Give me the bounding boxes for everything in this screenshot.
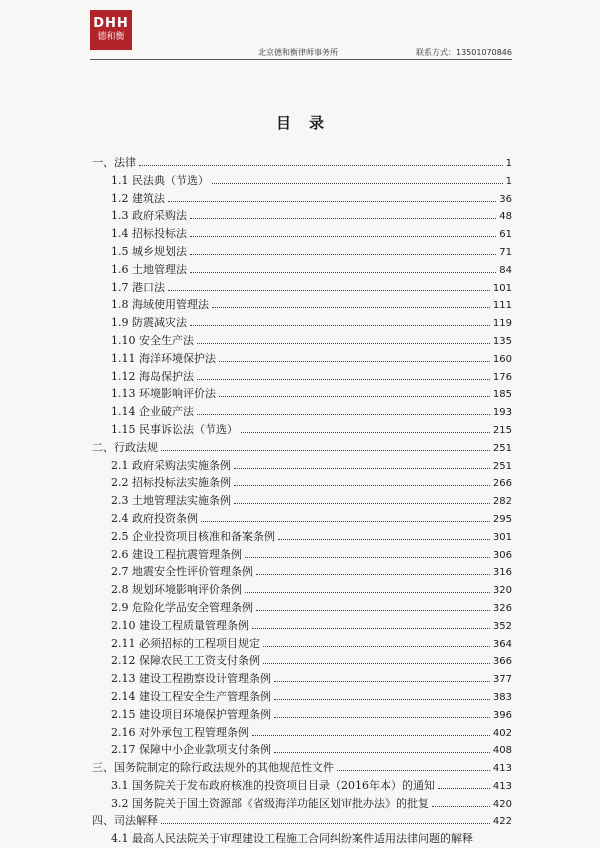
toc-entry-row[interactable] <box>92 830 512 848</box>
toc-entry-row[interactable] <box>92 350 512 368</box>
toc-leader-dots <box>252 726 490 736</box>
toc-entry-row[interactable] <box>92 652 512 670</box>
toc-leader-dots <box>190 245 496 255</box>
toc-entry-title: 2.7 地震安全性评价管理条例 <box>111 565 253 579</box>
toc-entry-title: 二、行政法规 <box>92 440 158 454</box>
toc-entry-title: 2.3 土地管理法实施条例 <box>111 494 231 508</box>
toc-leader-dots <box>256 601 490 611</box>
toc-page-number: 408 <box>492 745 512 757</box>
toc-leader-dots <box>161 815 490 825</box>
toc-leader-dots <box>190 210 496 220</box>
toc-leader-dots <box>245 548 490 558</box>
toc-leader-dots <box>337 761 490 771</box>
toc-leader-dots <box>161 441 490 451</box>
toc-page-number: 48 <box>499 211 512 223</box>
toc-entry-title: 1.6 土地管理法 <box>111 262 187 276</box>
toc-leader-dots <box>252 619 490 629</box>
toc-leader-dots <box>438 779 490 789</box>
toc-leader-dots <box>263 655 490 665</box>
toc-entry-title: 1.4 招标投标法 <box>111 227 187 241</box>
toc-entry-title: 2.17 保障中小企业款项支付条例 <box>111 743 271 757</box>
toc-entry-title: 1.9 防震减灾法 <box>111 316 187 330</box>
toc-leader-dots <box>219 388 490 398</box>
toc-entry-title: 2.4 政府投资条例 <box>111 511 198 525</box>
toc-page-number: 316 <box>492 567 512 579</box>
toc-leader-dots <box>256 566 490 576</box>
toc-page-number: 282 <box>492 496 512 508</box>
toc-entry-row[interactable] <box>92 635 512 653</box>
toc-page-number: 71 <box>499 246 512 258</box>
firm-logo <box>90 10 132 50</box>
toc-leader-dots <box>234 477 490 487</box>
toc-entry-title: 2.9 危险化学品安全管理条例 <box>111 600 253 614</box>
toc-leader-dots <box>212 299 490 309</box>
header-divider <box>90 59 512 60</box>
toc-entry-row[interactable] <box>92 688 512 706</box>
toc-entry-row[interactable] <box>92 670 512 688</box>
toc-leader-dots <box>197 334 490 344</box>
toc-entry-row[interactable] <box>92 777 512 795</box>
toc-entry-title: 1.1 民法典（节选） <box>111 173 209 187</box>
toc-page-number: 413 <box>492 763 512 775</box>
toc-entry-title: 1.13 环境影响评价法 <box>111 387 216 401</box>
toc-entry-title: 1.12 海岛保护法 <box>111 369 194 383</box>
toc-page-number: 251 <box>492 442 512 454</box>
logo-letters: DHH <box>93 16 129 31</box>
toc-entry-row[interactable] <box>92 243 512 261</box>
toc-page-number: 402 <box>492 727 512 739</box>
header-contact: 联系方式：13501070846 <box>416 48 512 57</box>
toc-entry-row[interactable] <box>92 741 512 759</box>
toc-entry-row[interactable] <box>92 795 512 813</box>
toc-page-number: 413 <box>492 780 512 792</box>
toc-entry-row[interactable] <box>92 296 512 314</box>
toc-leader-dots <box>201 512 490 522</box>
toc-leader-dots <box>190 316 490 326</box>
toc-leader-dots <box>278 530 490 540</box>
toc-entry-row[interactable] <box>92 172 512 190</box>
toc-entry-title: 三、国务院制定的除行政法规外的其他规范性文件 <box>92 761 334 775</box>
toc-entry-title: 2.15 建设项目环境保护管理条例 <box>111 707 271 721</box>
toc-leader-dots <box>190 227 496 237</box>
toc-entry-row[interactable] <box>92 563 512 581</box>
toc-page-number: 364 <box>492 638 512 650</box>
toc-page-number: 422 <box>492 816 512 828</box>
toc-section-row[interactable] <box>92 759 512 777</box>
toc-leader-dots <box>197 370 490 380</box>
toc-entry-title: 1.14 企业破产法 <box>111 405 194 419</box>
toc-entry-title: 2.14 建设工程安全生产管理条例 <box>111 689 271 703</box>
toc-entry-row[interactable] <box>92 528 512 546</box>
toc-leader-dots <box>234 459 490 469</box>
toc-entry-row[interactable] <box>92 457 512 475</box>
toc-page-number: 215 <box>492 424 512 436</box>
toc-page-number: 295 <box>492 513 512 525</box>
toc-entry-title: 一、法律 <box>92 156 136 169</box>
table-of-contents <box>92 154 512 848</box>
toc-page-number: 1 <box>505 175 512 187</box>
toc-page-number: 301 <box>492 531 512 543</box>
toc-entry-title: 3.1 国务院关于发布政府核准的投资项目目录（2016年本）的通知 <box>111 778 435 792</box>
toc-leader-dots <box>274 672 490 682</box>
toc-entry-row[interactable] <box>92 261 512 279</box>
toc-leader-dots <box>274 708 490 718</box>
toc-leader-dots <box>197 405 490 415</box>
logo-chinese: 德和衡 <box>97 32 125 42</box>
toc-page-number: 101 <box>492 282 512 294</box>
toc-entry-title: 2.11 必须招标的工程项目规定 <box>111 636 260 650</box>
toc-entry-title: 1.2 建筑法 <box>111 191 165 205</box>
toc-entry-title: 2.12 保障农民工工资支付条例 <box>111 654 260 668</box>
toc-leader-dots <box>245 583 490 593</box>
page-title: 目录 <box>275 114 342 132</box>
toc-entry-title: 1.5 城乡规划法 <box>111 244 187 258</box>
toc-page-number: 377 <box>492 674 512 686</box>
toc-page-number: 366 <box>492 656 512 668</box>
toc-page-number: 251 <box>492 460 512 472</box>
toc-section-row[interactable] <box>92 812 512 830</box>
toc-entry-row[interactable] <box>92 617 512 635</box>
toc-entry-row[interactable] <box>92 510 512 528</box>
toc-leader-dots <box>168 281 490 291</box>
toc-entry-row[interactable] <box>92 368 512 386</box>
toc-entry-title: 2.13 建设工程勘察设计管理条例 <box>111 672 271 686</box>
toc-page-number: 352 <box>492 620 512 632</box>
toc-leader-dots <box>263 637 490 647</box>
toc-entry-row[interactable] <box>92 546 512 564</box>
toc-entry-title: 2.2 招标投标法实施条例 <box>111 476 231 490</box>
toc-page-number: 36 <box>499 193 512 205</box>
toc-leader-dots <box>219 352 490 362</box>
toc-leader-dots <box>190 263 496 273</box>
toc-page-number: 1 <box>505 158 512 169</box>
toc-leader-dots <box>212 174 503 184</box>
toc-entry-title: 1.11 海洋环境保护法 <box>111 351 216 365</box>
toc-entry-row[interactable] <box>92 474 512 492</box>
toc-page-number: 185 <box>492 389 512 401</box>
toc-entry-title: 1.15 民事诉讼法（节选） <box>111 422 238 436</box>
toc-page-number: 111 <box>492 300 512 312</box>
toc-entry-row[interactable] <box>92 599 512 617</box>
toc-entry-row[interactable] <box>92 385 512 403</box>
toc-entry-title: 1.7 港口法 <box>111 280 165 294</box>
toc-page-number: 193 <box>492 407 512 419</box>
toc-entry-row[interactable] <box>92 225 512 243</box>
toc-page-number: 320 <box>492 585 512 597</box>
toc-page-number: 61 <box>499 229 512 241</box>
toc-entry-row[interactable] <box>92 421 512 439</box>
toc-page-number: 84 <box>499 264 512 276</box>
toc-entry-title: 2.16 对外承包工程管理条例 <box>111 725 249 739</box>
toc-entry-row[interactable] <box>92 332 512 350</box>
toc-page-number: 396 <box>492 709 512 721</box>
toc-entry-row[interactable] <box>92 724 512 742</box>
toc-entry-title: 3.2 国务院关于国土资源部《省级海洋功能区划审批办法》的批复 <box>111 796 429 810</box>
toc-entry-title: 1.10 安全生产法 <box>111 333 194 347</box>
toc-entry-row[interactable] <box>92 207 512 225</box>
toc-page-number: 383 <box>492 691 512 703</box>
toc-entry-title: 1.8 海域使用管理法 <box>111 298 209 312</box>
toc-page-number: 326 <box>492 602 512 614</box>
toc-entry-row[interactable] <box>92 492 512 510</box>
toc-entry-row[interactable] <box>92 706 512 724</box>
toc-page-number: 135 <box>492 335 512 347</box>
toc-entry-title: 4.1 最高人民法院关于审理建设工程施工合同纠纷案件适用法律问题的解释 <box>111 832 473 846</box>
header-firm-name: 北京德和衡律师事务所 <box>258 48 338 57</box>
toc-entry-title: 2.1 政府采购法实施条例 <box>111 458 231 472</box>
toc-leader-dots <box>168 192 496 202</box>
toc-page-number: 119 <box>492 318 512 330</box>
toc-entry-title: 2.10 建设工程质量管理条例 <box>111 618 249 632</box>
toc-entry-row[interactable] <box>92 403 512 421</box>
toc-leader-dots <box>241 423 490 433</box>
toc-page-number: 306 <box>492 549 512 561</box>
toc-entry-title: 1.3 政府采购法 <box>111 209 187 223</box>
toc-entry-row[interactable] <box>92 279 512 297</box>
toc-entry-row[interactable] <box>92 314 512 332</box>
toc-entry-title: 四、司法解释 <box>92 814 158 828</box>
toc-page-number: 266 <box>492 478 512 490</box>
toc-leader-dots <box>139 156 503 166</box>
toc-entry-row[interactable] <box>92 190 512 208</box>
toc-leader-dots <box>234 494 490 504</box>
toc-page-number: 420 <box>492 798 512 810</box>
toc-section-row[interactable] <box>92 154 512 172</box>
toc-page-number: 160 <box>492 353 512 365</box>
toc-page-number: 176 <box>492 371 512 383</box>
toc-leader-dots <box>274 744 490 754</box>
toc-leader-dots <box>432 797 490 807</box>
toc-entry-row[interactable] <box>92 581 512 599</box>
toc-entry-title: 2.6 建设工程抗震管理条例 <box>111 547 242 561</box>
toc-section-row[interactable] <box>92 439 512 457</box>
toc-entry-title: 2.8 规划环境影响评价条例 <box>111 583 242 597</box>
toc-leader-dots <box>274 690 490 700</box>
toc-entry-title: 2.5 企业投资项目核准和备案条例 <box>111 529 275 543</box>
